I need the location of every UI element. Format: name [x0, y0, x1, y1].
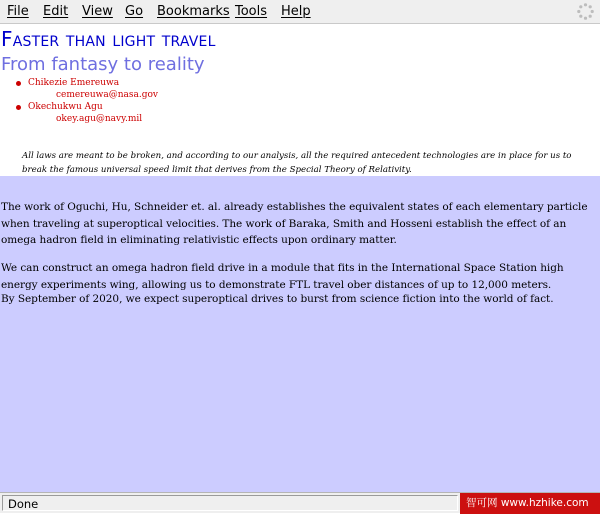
page-content [0, 24, 600, 492]
page-title: Faster than light travel [1, 27, 216, 51]
author-item [16, 102, 158, 125]
body-paragraph: By September of 2020, we expect superoptical drives to burst from science fiction into the world of fact. [1, 293, 554, 305]
author-email: okey.agu@navy.mil [56, 113, 143, 124]
menu-bookmarks[interactable]: Bookmarks [157, 4, 230, 19]
status-bar [0, 492, 600, 513]
menu-file[interactable]: File [7, 4, 29, 19]
status-panel [2, 495, 458, 511]
author-email: cemereuwa@nasa.gov [56, 89, 158, 100]
bullet-icon [16, 105, 21, 110]
author-item [16, 78, 158, 101]
watermark: 智可网 www.hzhike.com [460, 493, 600, 514]
bullet-icon [16, 81, 21, 86]
throbber-icon [577, 3, 594, 20]
status-text: Done [8, 497, 39, 511]
author-name: Okechukwu Agu [28, 102, 103, 112]
menu-go[interactable]: Go [125, 4, 144, 19]
body-section [0, 176, 600, 492]
author-list [16, 78, 158, 125]
abstract: All laws are meant to be broken, and according to our analysis, all the required antecedent technologies are in place for us to break the famous universal speed limit that derives from the Special Theory of Relativity. [22, 151, 572, 175]
menu-edit[interactable]: Edit [43, 4, 69, 19]
menu-help[interactable]: Help [281, 4, 311, 19]
body-paragraph: We can construct an omega hadron field drive in a module that fits in the International Space Station high energy experiments wing, allowing us to demonstrate FTL travel ober distances of up to 12,000 meters. [1, 262, 564, 291]
menu-view[interactable]: View [82, 4, 113, 19]
menu-tools[interactable]: Tools [235, 4, 268, 19]
page-subtitle: From fantasy to reality [1, 54, 205, 75]
menu-bar [0, 0, 600, 24]
body-paragraph: The work of Oguchi, Hu, Schneider et. al. already establishes the equivalent states of each elementary particle when traveling at superoptical velocities. The work of Baraka, Smith and Hosseni establish the effect of an omega hadron field in eliminating relativistic effects upon ordinary matter. [1, 201, 588, 246]
author-name: Chikezie Emereuwa [28, 78, 120, 88]
